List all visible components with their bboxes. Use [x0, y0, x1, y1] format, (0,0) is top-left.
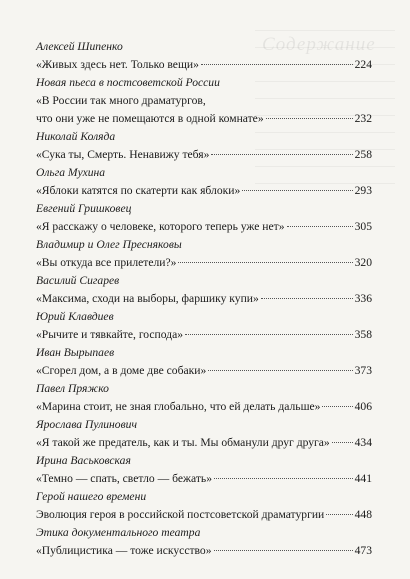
toc-entry-page: 293 [354, 184, 372, 197]
toc-group [36, 236, 372, 272]
toc-group [36, 452, 372, 488]
dot-leader [211, 154, 352, 155]
bleed-through-heading: Содержание [262, 34, 376, 55]
dot-leader [332, 442, 353, 443]
toc-entry [36, 434, 372, 452]
dot-leader [178, 262, 352, 263]
toc-entry [36, 398, 372, 416]
toc-entry-title: «Марина стоит, не зная глобально, что ей делать дальше» [36, 400, 321, 413]
toc-entry-title: «Максима, сходи на выборы, фаршику купи» [36, 292, 259, 305]
toc-entry-title-line1: «В России так много драматургов, [36, 94, 206, 107]
table-of-contents [36, 38, 372, 560]
toc-author: Евгений Гришковец [36, 202, 132, 215]
toc-entry-title: Эволюция героя в российской постсоветской драматургии [36, 508, 325, 521]
toc-entry-title: «Темно — спать, светло — бежать» [36, 472, 213, 485]
toc-group [36, 128, 372, 164]
toc-entry-page: 358 [354, 328, 372, 341]
toc-entry-page: 305 [354, 220, 372, 233]
toc-entry-title: «Рычите и тявкайте, господа» [36, 328, 184, 341]
toc-group [36, 74, 372, 128]
toc-author: Иван Вырыпаев [36, 346, 115, 359]
toc-author: Владимир и Олег Пресняковы [36, 238, 182, 251]
toc-group [36, 308, 372, 344]
toc-group [36, 200, 372, 236]
toc-entry-title: «Я такой же предатель, как и ты. Мы обманули друг друга» [36, 436, 330, 449]
dot-leader [261, 298, 353, 299]
dot-leader [326, 514, 352, 515]
toc-section-title: Новая пьеса в постсоветской России [36, 76, 220, 89]
toc-entry [36, 506, 372, 524]
dot-leader [214, 478, 353, 479]
toc-entry-page: 320 [354, 256, 372, 269]
toc-entry [36, 362, 372, 380]
toc-group [36, 272, 372, 308]
toc-group [36, 38, 372, 74]
toc-entry-page: 258 [354, 148, 372, 161]
toc-author: Павел Пряжко [36, 382, 109, 395]
toc-entry [36, 290, 372, 308]
toc-author: Алексей Шипенко [36, 40, 123, 53]
toc-entry-page: 224 [354, 58, 372, 71]
toc-entry [36, 326, 372, 344]
toc-entry-page: 232 [354, 112, 372, 125]
toc-author: Ярослава Пулинович [36, 418, 137, 431]
toc-entry [36, 470, 372, 488]
dot-leader [214, 550, 353, 551]
toc-entry-title: что они уже не помещаются в одной комнате» [36, 112, 264, 125]
dot-leader [266, 118, 353, 119]
toc-entry-title: «Живых здесь нет. Только вещи» [36, 58, 199, 71]
toc-entry-page: 336 [354, 292, 372, 305]
toc-entry-title: «Сука ты, Смерть. Ненавижу тебя» [36, 148, 210, 161]
toc-entry [36, 254, 372, 272]
toc-entry [36, 542, 372, 560]
toc-entry-page: 473 [354, 544, 372, 557]
toc-group [36, 380, 372, 416]
dot-leader [208, 370, 352, 371]
toc-author: Ольга Мухина [36, 166, 106, 179]
toc-entry-title: «Яблоки катятся по скатерти как яблоки» [36, 184, 241, 197]
toc-entry [36, 182, 372, 200]
dot-leader [287, 226, 353, 227]
dot-leader [185, 334, 353, 335]
toc-author: Николай Коляда [36, 130, 116, 143]
toc-entry-title: «Вы откуда все прилетели?» [36, 256, 177, 269]
toc-author: Юрий Клавдиев [36, 310, 114, 323]
toc-entry-page: 434 [354, 436, 372, 449]
toc-entry-title: «Я расскажу о человеке, которого теперь уже нет» [36, 220, 285, 233]
dot-leader [322, 406, 352, 407]
toc-entry-title: «Публицистика — тоже искусство» [36, 544, 212, 557]
toc-group [36, 164, 372, 200]
toc-section-title: Герой нашего времени [36, 490, 147, 503]
toc-entry [36, 56, 372, 74]
toc-entry [36, 218, 372, 236]
toc-entry [36, 146, 372, 164]
toc-group [36, 416, 372, 452]
toc-group [36, 344, 372, 380]
toc-author: Ирина Васьковская [36, 454, 131, 467]
toc-entry-page: 373 [354, 364, 372, 377]
toc-entry-page: 406 [354, 400, 372, 413]
toc-entry-title: «Сгорел дом, а в доме две собаки» [36, 364, 207, 377]
toc-entry [36, 110, 372, 128]
toc-author: Василий Сигарев [36, 274, 120, 287]
toc-entry-page: 441 [354, 472, 372, 485]
toc-section-title: Этика документального театра [36, 526, 201, 539]
dot-leader [201, 64, 353, 65]
dot-leader [242, 190, 352, 191]
toc-group [36, 524, 372, 560]
toc-entry-page: 448 [354, 508, 372, 521]
toc-group [36, 488, 372, 524]
